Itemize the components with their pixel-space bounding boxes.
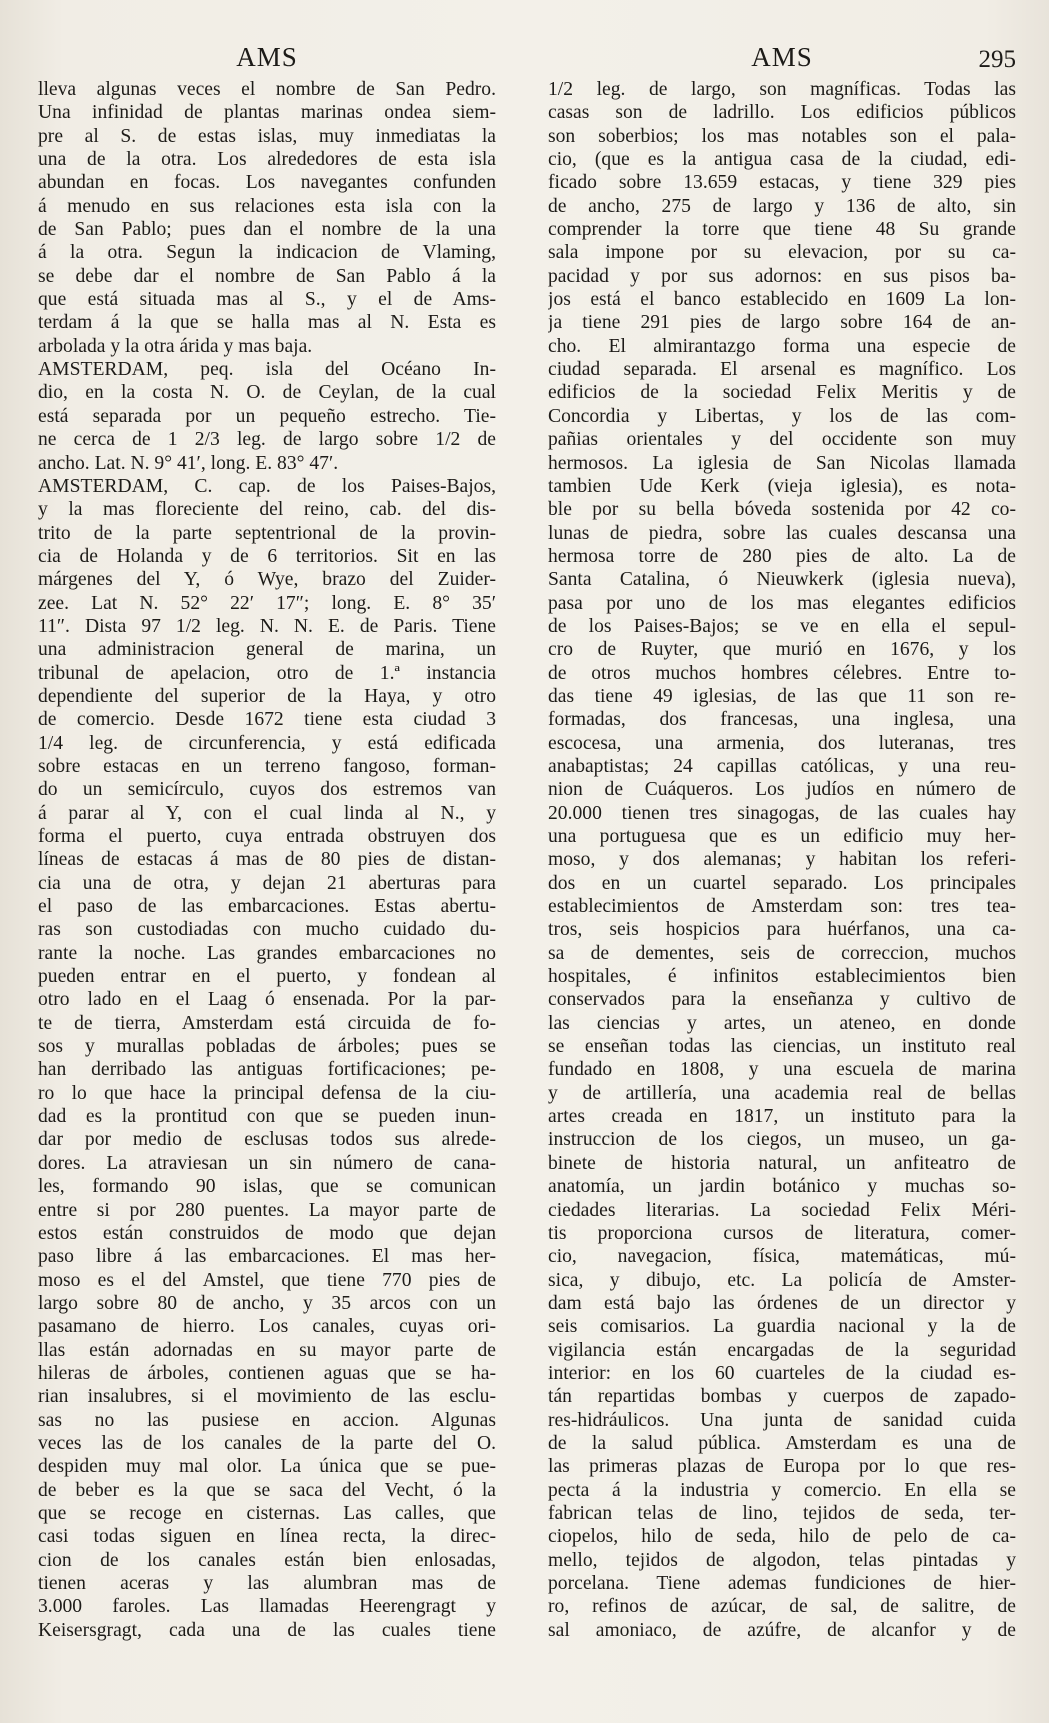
text-line: dam está bajo las órdenes de un director y [548, 1292, 1016, 1314]
text-line: tienen aceras y las alumbran mas de [38, 1573, 496, 1594]
text-line: Concordia y Libertas, y los de las com- [548, 405, 1016, 427]
text-line: comprender la torre que tiene 48 Su grande [548, 219, 1016, 241]
text-line: ble por su bella bóveda sostenida por 42 co- [548, 499, 1016, 521]
text-line: Una infinidad de plantas marinas ondea siem- [38, 102, 496, 124]
text-line: de los Paises-Bajos; se ve en ella el sepul- [548, 615, 1016, 637]
running-header-right [548, 38, 1016, 78]
text-line: pueden entrar en el puerto, y fondean al [38, 966, 496, 988]
text-line: que está situada mas al S., y el de Ams- [38, 289, 496, 311]
text-line: lunas de piedra, sobre las cuales descansa una [548, 522, 1016, 544]
text-line: pacidad y por sus adornos: en sus pisos ba- [548, 265, 1016, 287]
text-line: dos en un cuartel separado. Los principales [548, 872, 1016, 894]
text-line: zee. Lat N. 52° 22′ 17″; long. E. 8° 35′ [38, 592, 496, 614]
text-line: 11″. Dista 97 1/2 leg. N. N. E. de Paris. Tiene [38, 615, 496, 637]
text-line: jos está el banco establecido en 1609 La lon- [548, 289, 1016, 311]
text-line: de otros muchos hombres célebres. Entre to- [548, 662, 1016, 684]
text-line: Keisersgragt, cada una de las cuales tiene [38, 1619, 496, 1641]
text-line: pañias orientales y del occidente son muy [548, 429, 1016, 451]
text-line: forma el puerto, cuya entrada obstruyen dos [38, 826, 496, 847]
text-line: márgenes del Y, ó Wye, brazo del Zuider- [38, 569, 496, 591]
text-line: se debe dar el nombre de San Pablo á la [38, 265, 496, 287]
text-line: ja tiene 291 pies de largo sobre 164 de an- [548, 312, 1016, 334]
text-line: el paso de las embarcaciones. Estas abertu- [38, 896, 496, 918]
text-line: entre si por 280 puentes. La mayor parte de [38, 1199, 496, 1221]
text-line: vigilancia están encargadas de la seguridad [548, 1339, 1016, 1361]
text-line: una portuguesa que es un edificio muy her- [548, 826, 1016, 847]
text-line: á la otra. Segun la indicacion de Vlaming, [38, 242, 496, 264]
text-line: ciudad separada. El arsenal es magnífico. Los [548, 359, 1016, 381]
text-line: seis comisarios. La guardia nacional y la de [548, 1316, 1016, 1338]
text-line: ancho. Lat. N. 9° 41′, long. E. 83° 47′. [38, 452, 339, 474]
text-line: establecimientos de Amsterdam son: tres tea- [548, 896, 1016, 918]
text-line: sala impone por su elevacion, por su ca- [548, 242, 1016, 264]
text-line: dores. La atraviesan un sin número de cana- [38, 1152, 496, 1174]
text-line: está separada por un pequeño estrecho. Tie- [38, 405, 496, 427]
text-line: cro de Ruyter, que murió en 1676, y los [548, 639, 1016, 661]
running-header-left [38, 38, 496, 78]
text-line: AMSTERDAM, C. cap. de los Paises-Bajos, [38, 475, 496, 497]
text-line: sos y murallas pobladas de árboles; pues se [38, 1036, 496, 1058]
text-line: fabrican telas de lino, tejidos de seda, ter- [548, 1502, 1016, 1524]
text-line: Santa Catalina, ó Nieuwkerk (iglesia nueva), [548, 569, 1016, 591]
text-line: de la salud pública. Amsterdam es una de [548, 1432, 1016, 1454]
text-line: terdam á la que se halla mas al N. Esta es [38, 312, 496, 334]
text-line: moso es el del Amstel, que tiene 770 pies de [38, 1269, 496, 1291]
text-line: sobre estacas en un terreno fangoso, forman- [38, 755, 496, 777]
text-line: 1/2 leg. de largo, son magníficas. Todas las [548, 79, 1016, 100]
text-line: AMSTERDAM, peq. isla del Océano In- [38, 359, 496, 381]
text-line: sa de dementes, seis de correccion, muchos [548, 942, 1016, 964]
left-column [38, 38, 496, 1642]
text-line: instruccion de los ciegos, un museo, un ga- [548, 1129, 1016, 1151]
text-line: á parar al Y, con el cual linda al N., y [38, 802, 496, 824]
text-line: líneas de estacas á mas de 80 pies de distan- [38, 849, 496, 871]
text-line: despiden muy mal olor. La única que se pue- [38, 1456, 496, 1478]
text-line: conservados para la enseñanza y cultivo de [548, 989, 1016, 1011]
text-line: porcelana. Tiene ademas fundiciones de hier- [548, 1573, 1016, 1594]
text-line: se enseñan todas las ciencias, un instituto real [548, 1036, 1016, 1058]
text-line: cion de los canales están bien enlosadas, [38, 1549, 496, 1571]
text-line: ro, refinos de azúcar, de sal, de salitre, de [548, 1596, 1016, 1618]
text-line: hermosos. La iglesia de San Nicolas llamada [548, 452, 1016, 474]
text-line: 3.000 faroles. Las llamadas Heerengragt y [38, 1596, 496, 1618]
text-line: formadas, dos francesas, una inglesa, una [548, 709, 1016, 731]
text-line: fundado en 1808, y una escuela de marina [548, 1059, 1016, 1081]
text-line: llas están adornadas en su mayor parte de [38, 1339, 496, 1361]
text-line: pasamano de hierro. Los canales, cuyas ori- [38, 1316, 496, 1338]
text-line: hospitales, é infinitos establecimientos bien [548, 966, 1016, 988]
text-line: nion de Cuáqueros. Los judíos en número de [548, 779, 1016, 801]
text-line: hileras de árboles, contienen aguas que se ha- [38, 1362, 496, 1384]
text-line: una administracion general de marina, un [38, 639, 496, 661]
text-line: ro lo que hace la principal defensa de la ciu- [38, 1082, 496, 1104]
text-line: 20.000 tienen tres sinagogas, de las cuales hay [548, 802, 1016, 824]
header-word-left: AMS [236, 42, 298, 72]
text-line: anabaptistas; 24 capillas católicas, y una reu- [548, 755, 1016, 777]
header-word-right: AMS [751, 42, 813, 72]
text-line: casi todas siguen en línea recta, la direc- [38, 1526, 496, 1548]
text-line: dar por medio de esclusas todos sus alrede- [38, 1129, 496, 1151]
text-line: escocesa, una armenia, dos luteranas, tres [548, 732, 1016, 754]
text-line: tribunal de apelacion, otro de 1.ª instancia [38, 662, 496, 684]
text-line: de comercio. Desde 1672 tiene esta ciudad 3 [38, 709, 496, 731]
text-line: las primeras plazas de Europa por lo que res- [548, 1456, 1016, 1478]
text-line: pre al S. de estas islas, muy inmediatas la [38, 125, 496, 147]
text-line: una de la otra. Los alrededores de esta isla [38, 149, 496, 171]
text-line: y la mas floreciente del reino, cab. del dis- [38, 499, 496, 521]
text-line: moso, y dos alemanas; y habitan los referi- [548, 849, 1016, 871]
text-line: cio, navegacion, física, matemáticas, mú- [548, 1246, 1016, 1268]
text-line: 1/4 leg. de circunferencia, y está edificada [38, 732, 496, 754]
text-line: tán repartidas bombas y cuerpos de zapado- [548, 1386, 1016, 1408]
text-line: anatomía, un jardin botánico y muchas so- [548, 1176, 1016, 1198]
text-line: dependiente del superior de la Haya, y otro [38, 685, 496, 707]
text-line: interior: en los 60 cuarteles de la ciudad es- [548, 1362, 1016, 1384]
text-line: rian insalubres, si el movimiento de las esclu- [38, 1386, 496, 1408]
left-column-text [38, 78, 496, 1642]
text-line: rante la noche. Las grandes embarcaciones no [38, 942, 496, 964]
text-line: do un semicírculo, cuyos dos estremos van [38, 779, 496, 801]
text-line: ras son custodiadas con mucho cuidado du- [38, 919, 496, 941]
text-line: abundan en focas. Los navegantes confunden [38, 172, 496, 194]
text-line: pecta á la industria y comercio. En ella se [548, 1479, 1016, 1501]
text-line: de San Pablo; pues dan el nombre de la una [38, 219, 496, 241]
text-line: que se recoge en cisternas. Las calles, que [38, 1502, 496, 1524]
text-line: te de tierra, Amsterdam está circuida de fo- [38, 1012, 496, 1034]
text-line: sica, y dibujo, etc. La policía de Amster- [548, 1269, 1016, 1291]
text-line: cia de Holanda y de 6 territorios. Sit en las [38, 545, 496, 567]
text-line: arbolada y la otra árida y mas baja. [38, 335, 313, 357]
text-line: lleva algunas veces el nombre de San Pedro. [38, 79, 496, 100]
text-line: y de artillería, una academia real de bellas [548, 1082, 1016, 1104]
text-line: ciedades literarias. La sociedad Felix Méri- [548, 1199, 1016, 1221]
text-line: tros, seis hospicios para huérfanos, una ca- [548, 919, 1016, 941]
text-line: cio, (que es la antigua casa de la ciudad, edi- [548, 149, 1016, 171]
text-line: sal amoniaco, de azúfre, de alcanfor y de [548, 1619, 1016, 1641]
text-line: hermosa torre de 280 pies de alto. La de [548, 545, 1016, 567]
text-line: han derribado las antiguas fortificaciones; pe- [38, 1059, 496, 1081]
right-column-text [548, 78, 1016, 1642]
text-line: cho. El almirantazgo forma una especie de [548, 335, 1016, 357]
text-line: trito de la parte septentrional de la provin- [38, 522, 496, 544]
text-line: dio, en la costa N. O. de Ceylan, de la cual [38, 382, 496, 404]
text-line: les, formando 90 islas, que se comunican [38, 1176, 496, 1198]
text-line: ne cerca de 1 2/3 leg. de largo sobre 1/2 de [38, 429, 496, 451]
text-line: tis proporciona cursos de literatura, comer- [548, 1222, 1016, 1244]
text-line: casas son de ladrillo. Los edificios públicos [548, 102, 1016, 124]
text-line: edificios de la sociedad Felix Meritis y de [548, 382, 1016, 404]
text-line: dad es la prontitud con que se pueden inun- [38, 1106, 496, 1128]
text-line: largo sobre 80 de ancho, y 35 arcos con un [38, 1292, 496, 1314]
text-line: son soberbios; los mas notables son el pala- [548, 125, 1016, 147]
text-line: las ciencias y artes, un ateneo, en donde [548, 1012, 1016, 1034]
text-line: tambien Ude Kerk (vieja iglesia), es nota- [548, 475, 1016, 497]
text-line: á menudo en sus relaciones esta isla con la [38, 195, 496, 217]
text-line: mello, tejidos de algodon, telas pintadas y [548, 1549, 1016, 1571]
text-line: ficado sobre 13.659 estacas, y tiene 329 pies [548, 172, 1016, 194]
right-column [548, 38, 1016, 1642]
text-line: de ancho, 275 de largo y 136 de alto, sin [548, 195, 1016, 217]
text-line: das tiene 49 iglesias, de las que 11 son re- [548, 685, 1016, 707]
text-line: res-hidráulicos. Una junta de sanidad cuida [548, 1409, 1016, 1431]
text-line: sas no las pusiese en accion. Algunas [38, 1409, 496, 1431]
text-line: estos están construidos de modo que dejan [38, 1222, 496, 1244]
text-line: ciopelos, hilo de seda, hilo de pelo de ca- [548, 1526, 1016, 1548]
text-line: cia una de otra, y dejan 21 aberturas para [38, 872, 496, 894]
text-line: de beber es la que se saca del Vecht, ó la [38, 1479, 496, 1501]
text-line: otro lado en el Laag ó ensenada. Por la par- [38, 989, 496, 1011]
text-line: veces las de los canales de la parte del O. [38, 1432, 496, 1454]
page-number: 295 [978, 46, 1016, 73]
text-line: pasa por uno de los mas elegantes edificios [548, 592, 1016, 614]
text-line: artes creada en 1817, un instituto para la [548, 1106, 1016, 1128]
text-line: paso libre á las embarcaciones. El mas her- [38, 1246, 496, 1268]
text-line: binete de historia natural, un anfiteatro de [548, 1152, 1016, 1174]
